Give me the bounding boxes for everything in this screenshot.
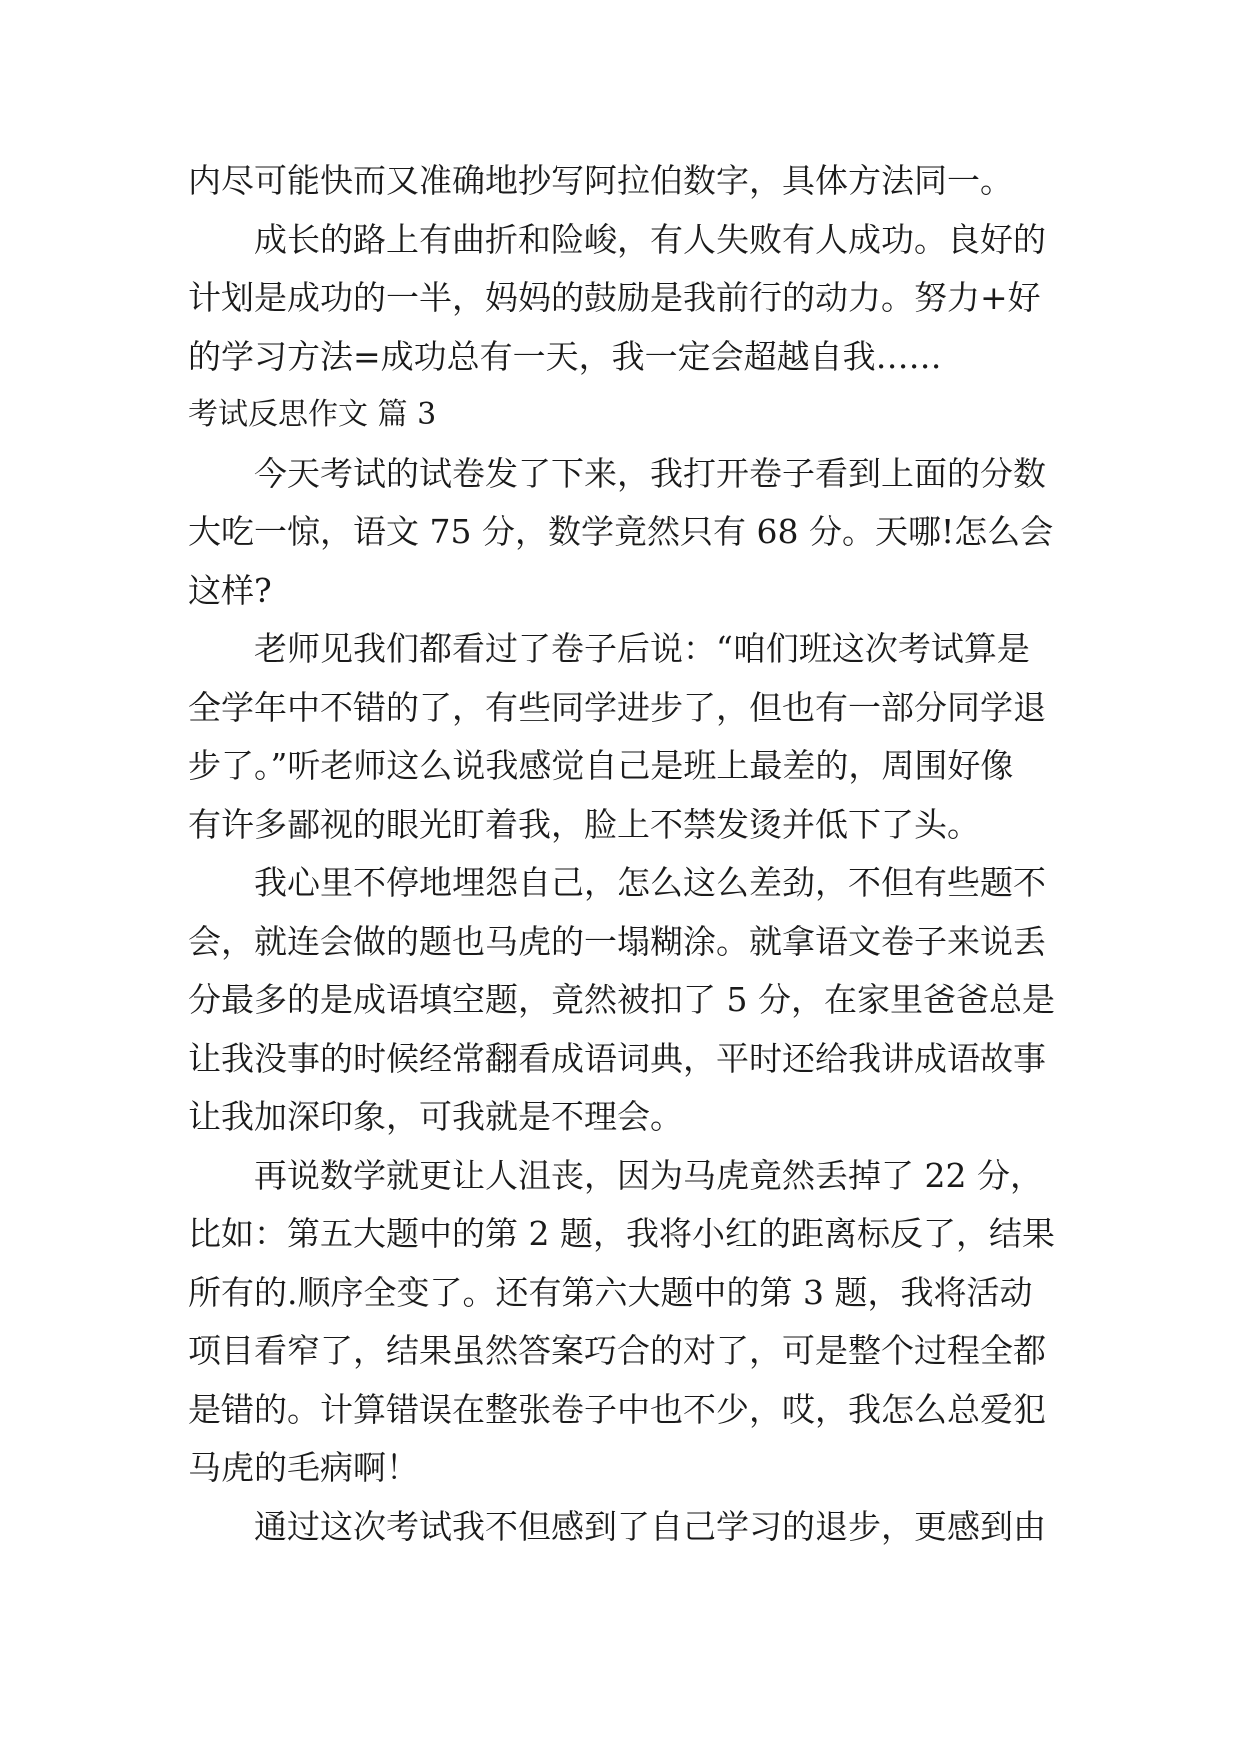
essay-line: 这样? (188, 570, 272, 610)
essay-line: 会，就连会做的题也马虎的一塌糊涂。就拿语文卷子来说丢 (188, 921, 1046, 961)
essay-line: 全学年中不错的了，有些同学进步了，但也有一部分同学退 (188, 687, 1046, 727)
essay-line: 有许多鄙视的眼光盯着我，脸上不禁发烫并低下了头。 (188, 804, 980, 844)
essay-line: 再说数学就更让人沮丧，因为马虎竟然丢掉了 22 分， (254, 1155, 1043, 1195)
essay-line: 内尽可能快而又准确地抄写阿拉伯数字，具体方法同一。 (188, 161, 1013, 200)
essay-line: 所有的.顺序全变了。还有第六大题中的第 3 题，我将活动 (188, 1272, 1033, 1312)
essay-line: 大吃一惊，语文 75 分，数学竟然只有 68 分。天哪!怎么会 (188, 512, 1054, 551)
essay-line: 计划是成功的一半，妈妈的鼓励是我前行的动力。努力+好 (188, 278, 1041, 317)
essay-line: 今天考试的试卷发了下来，我打开卷子看到上面的分数 (254, 453, 1046, 493)
section-heading: 考试反思作文 篇 3 (188, 397, 437, 432)
essay-line: 步了。”听老师这么说我感觉自己是班上最差的，周围好像 (188, 746, 1014, 785)
essay-line: 比如：第五大题中的第 2 题，我将小红的距离标反了，结果 (188, 1214, 1055, 1253)
essay-line: 马虎的毛病啊！ (188, 1448, 419, 1487)
essay-line: 让我没事的时候经常翻看成语词典，平时还给我讲成语故事 (188, 1038, 1046, 1078)
essay-line: 我心里不停地埋怨自己，怎么这么差劲，不但有些题不 (254, 863, 1046, 902)
essay-body (188, 152, 1063, 1556)
essay-line: 成长的路上有曲折和险峻，有人失败有人成功。良好的 (254, 219, 1046, 259)
essay-line: 是错的。计算错误在整张卷子中也不少，哎，我怎么总爱犯 (188, 1389, 1046, 1429)
essay-line: 分最多的是成语填空题，竟然被扣了 5 分，在家里爸爸总是 (188, 980, 1055, 1019)
essay-line: 老师见我们都看过了卷子后说：“咱们班这次考试算是 (254, 629, 1030, 668)
essay-line: 的学习方法=成功总有一天，我一定会超越自我…… (188, 336, 942, 376)
essay-line: 项目看窄了，结果虽然答案巧合的对了，可是整个过程全都 (188, 1331, 1046, 1370)
essay-line: 通过这次考试我不但感到了自己学习的退步，更感到由 (254, 1506, 1046, 1546)
essay-line: 让我加深印象，可我就是不理会。 (188, 1097, 683, 1136)
